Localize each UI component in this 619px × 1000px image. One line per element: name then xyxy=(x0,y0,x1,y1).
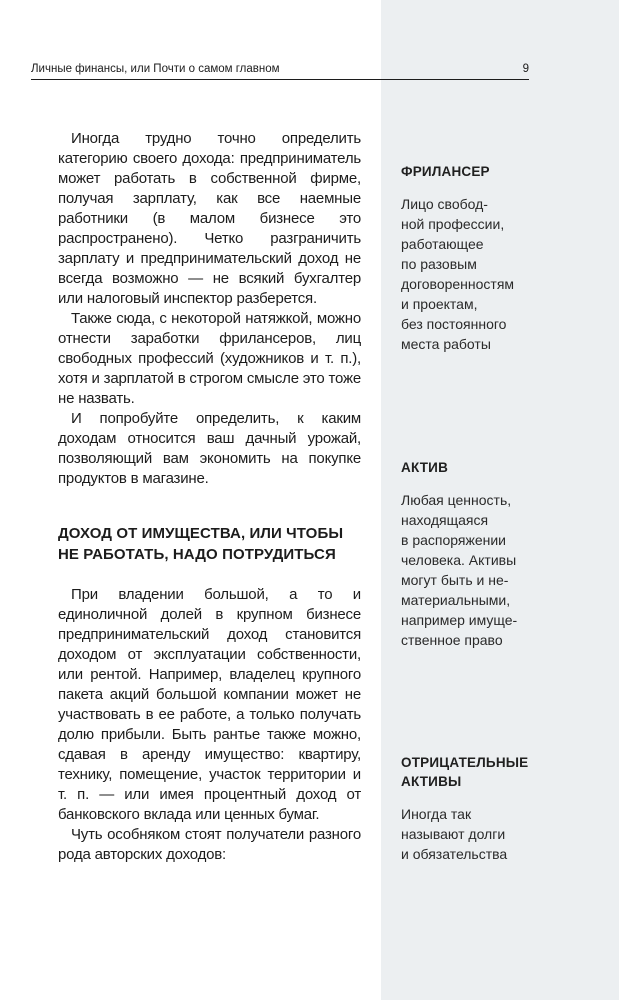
page-number: 9 xyxy=(522,63,529,75)
definition-line: ной профессии, xyxy=(401,216,505,232)
definition-line: человека. Активы xyxy=(401,552,517,568)
definition-line: по разовым xyxy=(401,256,477,272)
section-heading-line-2: НЕ РАБОТАТЬ, НАДО ПОТРУДИТЬСЯ xyxy=(58,546,336,563)
definition-line: в распоряжении xyxy=(401,532,506,548)
glossary-entry-freelancer xyxy=(401,162,591,354)
glossary-term xyxy=(401,753,591,791)
glossary-entry-asset xyxy=(401,458,591,650)
section-heading-line-1: ДОХОД ОТ ИМУЩЕСТВА, ИЛИ ЧТОБЫ xyxy=(58,525,344,542)
definition-line: находящаяся xyxy=(401,512,489,528)
glossary-term: ФРИЛАНСЕР xyxy=(401,164,490,179)
header-rule xyxy=(31,79,529,80)
paragraph-2: Также сюда, с некоторой натяжкой, можно отнести заработки фрилансеров, лиц свободных профессий (художников и т. п.), хотя и зарплатой в строгом смысле это тоже не назвать. xyxy=(58,310,361,407)
definition-line: работающее xyxy=(401,236,484,252)
running-title: Личные финансы, или Почти о самом главном xyxy=(31,63,280,75)
definition-line: договоренностям xyxy=(401,276,515,292)
definition-line: и проектам, xyxy=(401,296,478,312)
definition-line: Иногда так xyxy=(401,806,472,822)
glossary-term-line: ОТРИЦАТЕЛЬНЫЕ xyxy=(401,755,529,770)
definition-line: Лицо свобод- xyxy=(401,196,488,212)
definition-line: места работы xyxy=(401,336,491,352)
glossary-definition xyxy=(401,804,591,864)
definition-line: материальными, xyxy=(401,592,511,608)
main-text xyxy=(58,129,361,865)
paragraph-4: При владении большой, а то и единоличной долей в крупном бизнесе предпринимательский доход становится доходом от эксплуатации собственности, или рентой. Например, владелец крупного пакета акций большой компании может не участвовать в ее работе, а только получать долю прибыли. Быть рантье также можно, сдавая в аренду имущество: квартиру, технику, помещение, участок территории и т. п. — или имея процентный доход от банковского вклада или ценных бумаг. xyxy=(58,586,361,823)
section-heading xyxy=(58,523,361,565)
definition-line: могут быть и не- xyxy=(401,572,509,588)
definition-line: Любая ценность, xyxy=(401,492,512,508)
definition-line: называют долги xyxy=(401,826,506,842)
definition-line: ственное право xyxy=(401,632,503,648)
paragraph-5: Чуть особняком стоят получатели разного рода авторских доходов: xyxy=(58,826,361,863)
glossary-definition xyxy=(401,490,591,650)
glossary-definition xyxy=(401,194,591,354)
paragraph-3: И попробуйте определить, к каким доходам относится ваш дачный урожай, позволяющий вам экономить на покупке продуктов в магазине. xyxy=(58,410,361,487)
glossary-term: АКТИВ xyxy=(401,460,449,475)
definition-line: и обязательства xyxy=(401,846,508,862)
definition-line: например имуще- xyxy=(401,612,518,628)
definition-line: без постоянного xyxy=(401,316,507,332)
glossary-term-line: АКТИВЫ xyxy=(401,774,462,789)
paragraph-1: Иногда трудно точно определить категорию своего дохода: предприниматель может работать в собственной фирме, получая зарплату, как все наемные работники (в малом бизнесе это распространено). Четко разграничить зарплату и предпринимательский доход не всегда возможно — не всякий бухгалтер или налоговый инспектор разберется. xyxy=(58,130,361,307)
glossary-entry-negative-assets xyxy=(401,753,591,864)
